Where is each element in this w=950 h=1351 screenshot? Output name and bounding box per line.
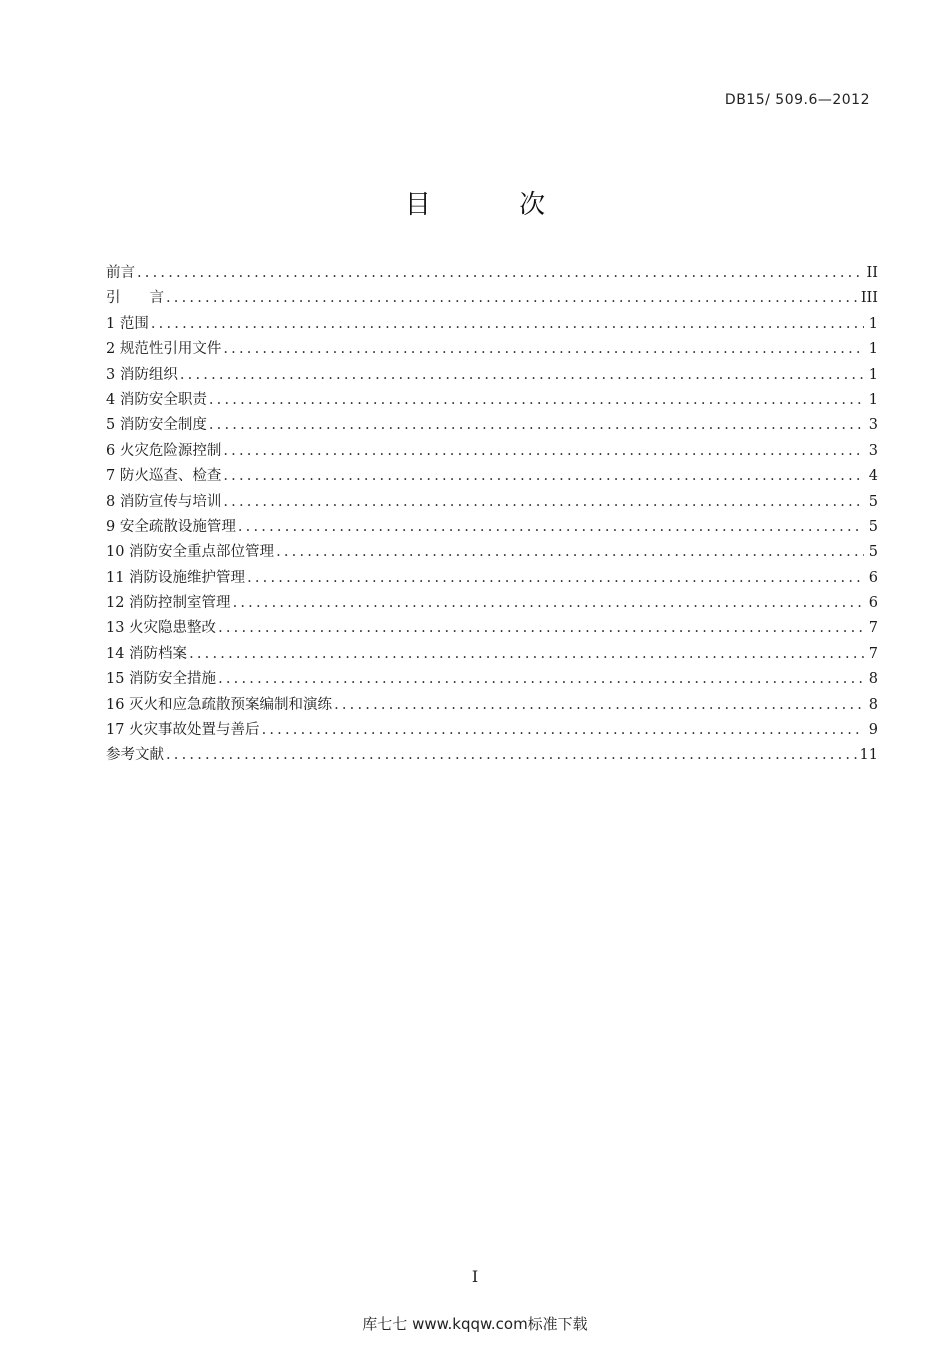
toc-entry[interactable] — [106, 718, 878, 743]
toc-entry-label: 引 言 — [106, 290, 164, 307]
toc-leader-dots — [334, 693, 864, 718]
toc-entry-label: 10 消防安全重点部位管理 — [106, 544, 275, 561]
toc-leader-dots — [276, 540, 864, 565]
toc-entry-page: 3 — [868, 442, 878, 459]
toc-entry-page: II — [866, 265, 878, 281]
toc-entry[interactable] — [106, 413, 878, 438]
toc-entry-page: 6 — [868, 569, 878, 586]
toc-entry[interactable] — [106, 616, 878, 641]
toc-entry-label: 15 消防安全措施 — [106, 671, 217, 688]
toc-entry-label: 13 火灾隐患整改 — [106, 620, 217, 637]
toc-entry[interactable] — [106, 490, 878, 515]
toc-title: 目 次 — [404, 190, 586, 220]
toc-entry[interactable] — [106, 388, 878, 413]
toc-entry[interactable] — [106, 363, 878, 388]
toc-entry[interactable] — [106, 566, 878, 591]
toc-entry-label: 12 消防控制室管理 — [106, 595, 231, 612]
toc-leader-dots — [262, 718, 864, 743]
toc-entry-page: 11 — [859, 747, 878, 764]
toc-entry[interactable] — [106, 667, 878, 692]
toc-entry[interactable] — [106, 464, 878, 489]
toc-entry-page: 9 — [868, 722, 878, 739]
toc-entry-page: 8 — [868, 696, 878, 713]
toc-entry-label: 5 消防安全制度 — [106, 417, 207, 434]
toc-entry[interactable] — [106, 261, 878, 286]
toc-leader-dots — [238, 515, 864, 540]
toc-entry[interactable] — [106, 337, 878, 362]
toc-entry-label: 7 防火巡查、检查 — [106, 468, 222, 485]
toc-entry-page: 5 — [868, 493, 878, 510]
toc-leader-dots — [151, 312, 864, 337]
toc-entry-label: 参考文献 — [106, 747, 164, 764]
page-number: I — [471, 1267, 479, 1286]
toc-entry[interactable] — [106, 439, 878, 464]
document-code: DB15/ 509.6—2012 — [724, 92, 870, 108]
toc-entry[interactable] — [106, 286, 878, 311]
toc-leader-dots — [209, 413, 864, 438]
toc-leader-dots — [223, 439, 864, 464]
toc-entry-label: 2 规范性引用文件 — [106, 341, 222, 358]
toc-entry[interactable] — [106, 642, 878, 667]
site-watermark: 库七七 www.kqqw.com标准下载 — [362, 1315, 588, 1333]
toc-entry-label: 4 消防安全职责 — [106, 391, 207, 408]
toc-entry-label: 8 消防宣传与培训 — [106, 493, 222, 510]
toc-entry-page: 1 — [868, 391, 878, 408]
toc-entry-page: 5 — [868, 544, 878, 561]
toc-entry-page: 5 — [868, 518, 878, 535]
toc-entry-page: 3 — [868, 417, 878, 434]
toc-entry[interactable] — [106, 693, 878, 718]
toc-entry[interactable] — [106, 743, 878, 768]
toc-entry-page: 1 — [868, 341, 878, 358]
toc-entry-label: 16 灭火和应急疏散预案编制和演练 — [106, 696, 333, 713]
toc-entry[interactable] — [106, 312, 878, 337]
toc-entry-page: III — [860, 290, 878, 307]
toc-leader-dots — [218, 616, 864, 641]
toc-entry-label: 1 范围 — [106, 315, 149, 332]
toc-entry-page: 4 — [868, 468, 878, 485]
toc-leader-dots — [223, 464, 864, 489]
toc-entry[interactable] — [106, 540, 878, 565]
toc-leader-dots — [137, 261, 864, 286]
toc-entry-page: 1 — [868, 366, 878, 383]
toc-entry-label: 11 消防设施维护管理 — [106, 569, 246, 586]
toc-entry-page: 7 — [868, 620, 878, 637]
toc-leader-dots — [189, 642, 864, 667]
toc-entry[interactable] — [106, 591, 878, 616]
toc-leader-dots — [166, 743, 858, 768]
toc-leader-dots — [209, 388, 864, 413]
toc-entry-label: 3 消防组织 — [106, 366, 178, 383]
toc-entry-label: 6 火灾危险源控制 — [106, 442, 222, 459]
toc-entry-page: 1 — [868, 315, 878, 332]
toc-leader-dots — [166, 286, 859, 311]
toc-leader-dots — [223, 337, 864, 362]
toc-leader-dots — [223, 490, 864, 515]
toc-entry-label: 14 消防档案 — [106, 645, 188, 662]
toc-entry-label: 前言 — [106, 265, 135, 281]
toc-entry-page: 7 — [868, 645, 878, 662]
toc-leader-dots — [247, 566, 864, 591]
toc-entry-page: 8 — [868, 671, 878, 688]
toc-entry-label: 17 火灾事故处置与善后 — [106, 722, 260, 739]
toc-leader-dots — [180, 363, 864, 388]
toc-entry[interactable] — [106, 515, 878, 540]
toc-entry-page: 6 — [868, 595, 878, 612]
table-of-contents — [106, 261, 878, 769]
toc-leader-dots — [218, 667, 864, 692]
toc-entry-label: 9 安全疏散设施管理 — [106, 518, 236, 535]
toc-leader-dots — [233, 591, 864, 616]
